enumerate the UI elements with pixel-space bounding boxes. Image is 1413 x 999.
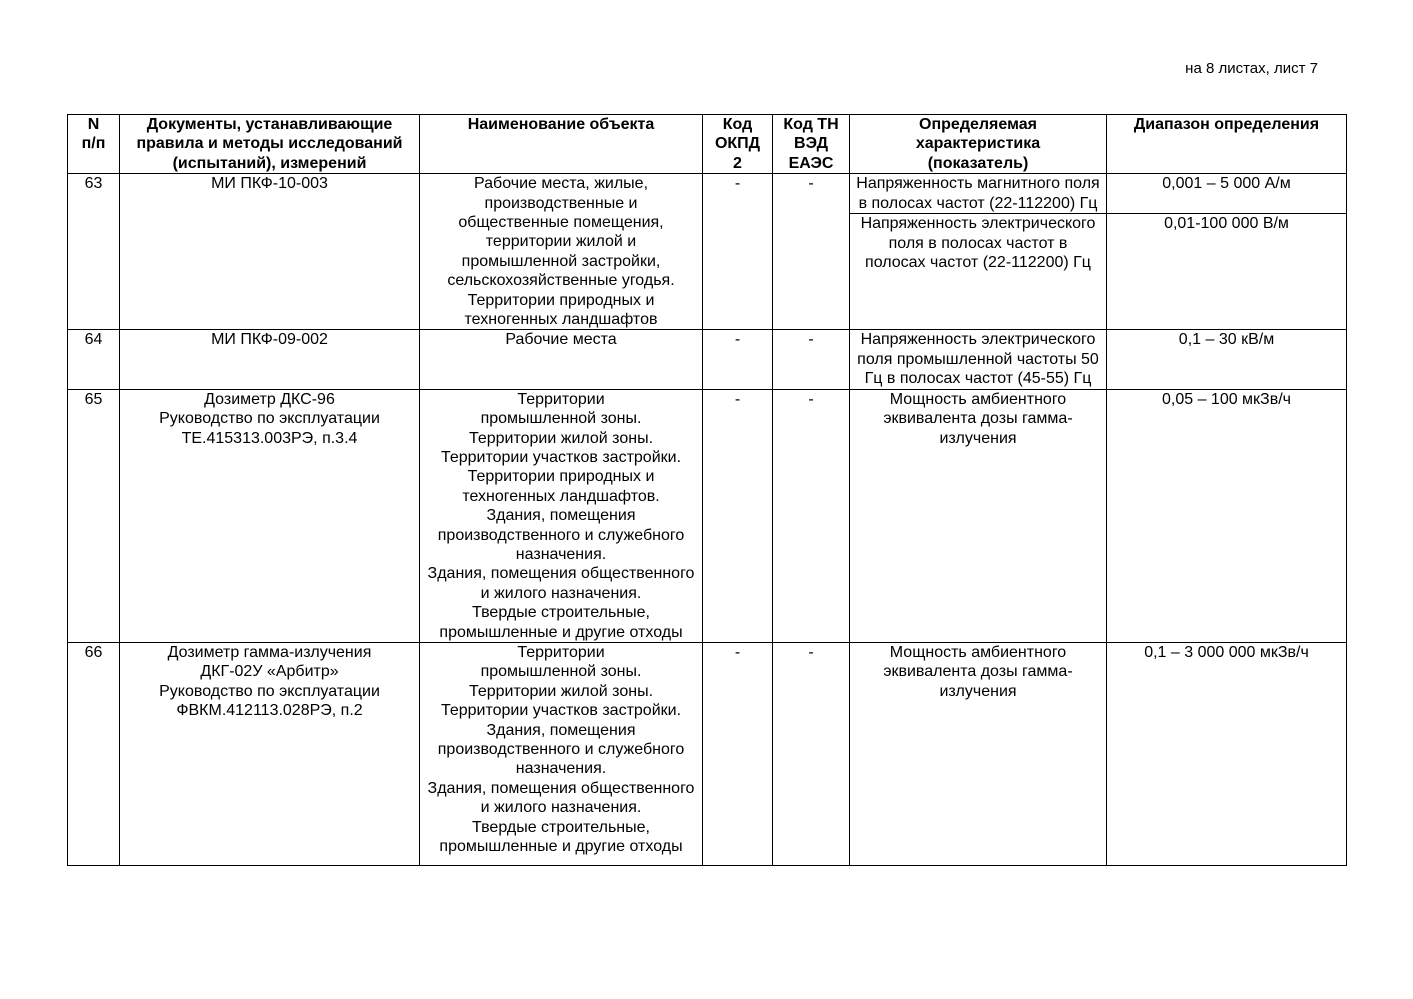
table-row [68, 174, 1347, 330]
row-okpd: - [703, 174, 773, 330]
table-header-row [68, 115, 1347, 174]
sheet-number-label: на 8 листах, лист 7 [1185, 60, 1318, 77]
row-number: 63 [68, 174, 120, 330]
row-okpd: - [703, 389, 773, 642]
table-row [68, 642, 1347, 865]
row-object: Территории промышленной зоны. Территории жилой зоны. Территории участков застройки. Здания, помещения производственного и служебного назначения. Здания, помещения общественного и жилого назначения. Твердые строительные, промышленные и другие отходы [420, 642, 703, 865]
row-range: 0,1 – 30 кВ/м [1107, 330, 1347, 389]
characteristic-magnetic: Напряженность магнитного поля в полосах частот (22-112200) Гц [856, 175, 1100, 212]
row-number: 65 [68, 389, 120, 642]
row-range [1107, 174, 1347, 330]
header-range: Диапазон определения [1107, 115, 1347, 174]
row-document: МИ ПКФ-09-002 [120, 330, 420, 389]
header-tnved-code: Код ТН ВЭД ЕАЭС [773, 115, 850, 174]
row-document: Дозиметр ДКС-96 Руководство по эксплуатации ТЕ.415313.003РЭ, п.3.4 [120, 389, 420, 642]
row-tnved: - [773, 642, 850, 865]
row-document: Дозиметр гамма-излучения ДКГ-02У «Арбитр» Руководство по эксплуатации ФВКМ.412113.028РЭ, п.2 [120, 642, 420, 865]
row-object: Рабочие места [420, 330, 703, 389]
accreditation-scope-table [67, 114, 1347, 866]
row-range: 0,05 – 100 мкЗв/ч [1107, 389, 1347, 642]
row-number: 66 [68, 642, 120, 865]
row-characteristic [850, 174, 1107, 330]
row-characteristic: Напряженность электрического поля промышленной частоты 50 Гц в полосах частот (45-55) Гц [850, 330, 1107, 389]
characteristic-electric: Напряженность электрического поля в полосах частот в полосах частот (22-112200) Гц [850, 213, 1106, 272]
header-object-name: Наименование объекта [420, 115, 703, 174]
row-range: 0,1 – 3 000 000 мкЗв/ч [1107, 642, 1347, 865]
row-tnved: - [773, 389, 850, 642]
row-document: МИ ПКФ-10-003 [120, 174, 420, 330]
row-okpd: - [703, 330, 773, 389]
header-okpd-code: Код ОКПД 2 [703, 115, 773, 174]
row-tnved: - [773, 174, 850, 330]
row-okpd: - [703, 642, 773, 865]
row-characteristic: Мощность амбиентного эквивалента дозы гамма- излучения [850, 389, 1107, 642]
range-magnetic: 0,001 – 5 000 А/м [1162, 175, 1291, 193]
row-characteristic: Мощность амбиентного эквивалента дозы гамма- излучения [850, 642, 1107, 865]
row-number: 64 [68, 330, 120, 389]
table-row [68, 389, 1347, 642]
table-row [68, 330, 1347, 389]
header-num: N п/п [68, 115, 120, 174]
range-electric: 0,01-100 000 В/м [1107, 213, 1346, 233]
header-characteristic: Определяемая характеристика (показатель) [850, 115, 1107, 174]
row-object: Территории промышленной зоны. Территории жилой зоны. Территории участков застройки. Территории природных и техногенных ландшафтов. Здания, помещения производственного и служебного назначения. Здания, помещения общественного и жилого назначения. Твердые строительные, промышленные и другие отходы [420, 389, 703, 642]
header-documents: Документы, устанавливающие правила и методы исследований (испытаний), измерений [120, 115, 420, 174]
row-tnved: - [773, 330, 850, 389]
row-object: Рабочие места, жилые, производственные и общественные помещения, территории жилой и промышленной застройки, сельскохозяйственные угодья. Территории природных и техногенных ландшафтов [420, 174, 703, 330]
